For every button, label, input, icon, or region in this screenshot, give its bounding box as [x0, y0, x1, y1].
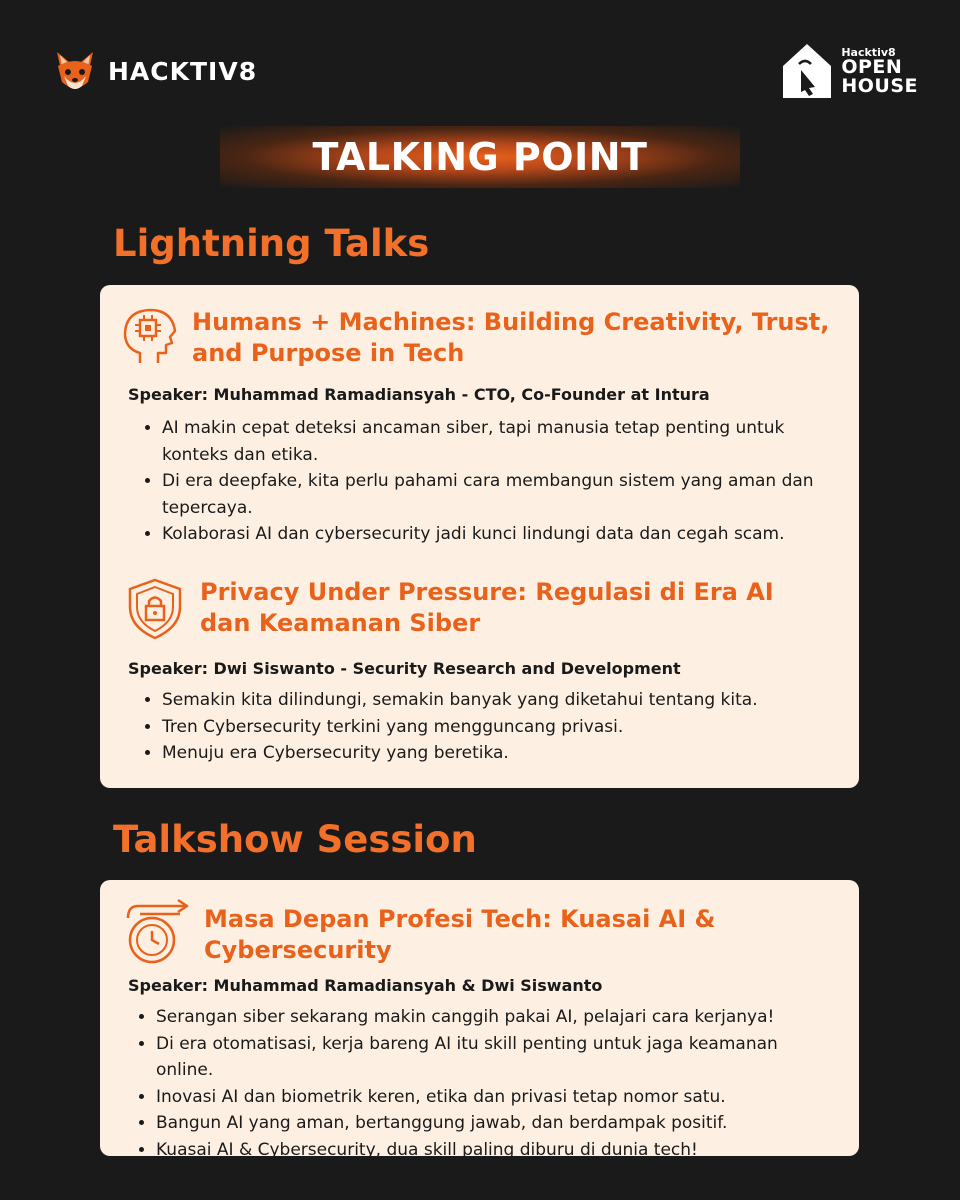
talkshow-points [128, 1004, 839, 1163]
open-house-line1: OPEN [841, 55, 903, 78]
talk-1-title: Humans + Machines: Building Creativity, Trust, and Purpose in Tech [192, 308, 830, 367]
list-item: • Di era otomatisasi, kerja bareng AI itu skill penting untuk jaga keamanan online. [156, 1031, 839, 1084]
head-chip-icon [120, 305, 180, 367]
talk-1-points [128, 415, 839, 548]
talkshow-card [100, 880, 859, 1160]
list-item: • Di era deepfake, kita perlu pahami cara membangun sistem yang aman dan tepercaya. [162, 468, 839, 521]
lightning-talks-card [100, 285, 859, 788]
list-item: • Bangun AI yang aman, bertanggung jawab, dan berdampak positif. [156, 1110, 839, 1137]
talk-2-speaker: Speaker: Dwi Siswanto - Security Research and Development [128, 659, 681, 678]
lightning-talks-heading: Lightning Talks [113, 222, 430, 265]
open-house-logo [779, 40, 918, 102]
open-house-line2: HOUSE [841, 74, 918, 97]
house-pointer-icon [779, 40, 835, 102]
banner-title: TALKING POINT [312, 135, 648, 179]
hacktiv8-logo [52, 48, 257, 94]
logo-text: HACKTIV8 [108, 56, 258, 86]
open-house-small-label: Hacktiv8 [841, 45, 896, 59]
talk-2-points [128, 687, 839, 767]
list-item: • Menuju era Cybersecurity yang beretika. [162, 740, 839, 767]
talking-point-banner [220, 126, 740, 188]
list-item: • Semakin kita dilindungi, semakin banyak yang diketahui tentang kita. [162, 687, 839, 714]
talkshow-heading: Talkshow Session [113, 818, 477, 861]
list-item: • Inovasi AI dan biometrik keren, etika dan privasi tetap nomor satu. [156, 1084, 839, 1111]
list-item: • Serangan siber sekarang makin canggih pakai AI, pelajari cara kerjanya! [156, 1004, 839, 1031]
talk-2-title: Privacy Under Pressure: Regulasi di Era AI dan Keamanan Siber [200, 578, 774, 637]
list-item: • AI makin cepat deteksi ancaman siber, tapi manusia tetap penting untuk konteks dan etika. [162, 415, 839, 468]
talkshow-title: Masa Depan Profesi Tech: Kuasai AI & Cybersecurity [204, 905, 716, 964]
talk-1-speaker: Speaker: Muhammad Ramadiansyah - CTO, Co-Founder at Intura [128, 385, 710, 404]
list-item: • Tren Cybersecurity terkini yang mengguncang privasi. [162, 714, 839, 741]
clock-arrow-icon [126, 898, 192, 966]
list-item: • Kolaborasi AI dan cybersecurity jadi kunci lindungi data dan cegah scam. [162, 521, 839, 548]
talkshow-speaker: Speaker: Muhammad Ramadiansyah & Dwi Siswanto [128, 976, 603, 995]
list-item: • Kuasai AI & Cybersecurity, dua skill paling diburu di dunia tech! [156, 1137, 839, 1164]
shield-lock-icon [126, 577, 184, 641]
fox-mascot-icon [52, 48, 98, 94]
